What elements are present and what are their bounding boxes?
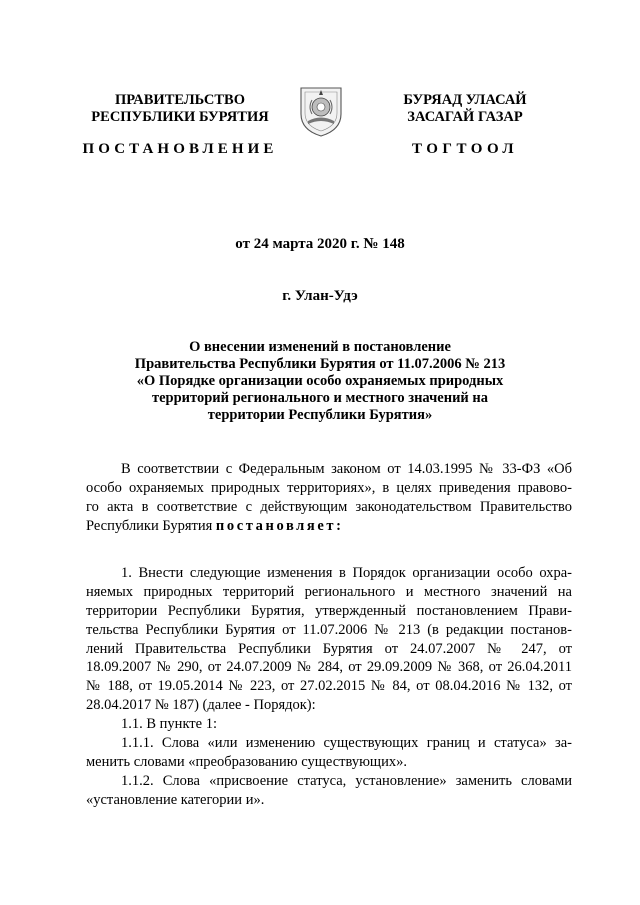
body-line-13: «установление категории и». bbox=[86, 791, 265, 808]
body-line-3: территории Республики Бурятия, утвержденный постановлением Прави- bbox=[86, 602, 572, 619]
government-name-russian bbox=[60, 92, 300, 126]
header-left-line-1: ПРАВИТЕЛЬСТВО bbox=[115, 92, 245, 108]
title-line-5: территории Республики Бурятия» bbox=[207, 407, 433, 423]
body-line-7: № 188, от 19.05.2014 № 223, от 27.02.2015 № 84, от 08.04.2016 № 132, от bbox=[86, 678, 572, 695]
body-line-6: 18.09.2007 № 290, от 24.07.2009 № 284, от 29.09.2009 № 368, от 26.04.2011 bbox=[86, 659, 572, 676]
title-line-1: О внесении изменений в постановление bbox=[189, 339, 451, 355]
preamble-line-1: В соответствии с Федеральным законом от 14.03.1995 № 33-ФЗ «Об bbox=[121, 461, 572, 477]
title-line-4: территорий регионального и местного значений на bbox=[151, 390, 489, 406]
body-line-9: 1.1. В пункте 1: bbox=[121, 716, 217, 733]
header-left-line-2: РЕСПУБЛИКИ БУРЯТИЯ bbox=[91, 109, 269, 125]
title-line-2: Правительства Республики Бурятия от 11.07.2006 № 213 bbox=[134, 356, 506, 372]
body-paragraphs bbox=[86, 564, 572, 810]
body-line-10: 1.1.1. Слова «или изменению существующих границ и статуса» за- bbox=[121, 735, 572, 752]
body-line-8: 28.04.2017 № 187) (далее - Порядок): bbox=[86, 697, 316, 714]
preamble-paragraph bbox=[86, 460, 572, 536]
preamble-last-prefix: Республики Бурятия bbox=[86, 517, 216, 534]
body-line-11: менить словами «преобразованию существующих». bbox=[86, 753, 407, 770]
preamble-line-3: го акта в соответствие с действующим законодательством Правительство bbox=[86, 498, 572, 515]
header-right-line-2: ЗАСАГАЙ ГАЗАР bbox=[407, 109, 523, 125]
preamble-line-4 bbox=[86, 517, 572, 536]
decree-title-buryat: ТОГТООЛ bbox=[411, 141, 519, 157]
header-right-line-1: БУРЯАД УЛАСАЙ bbox=[403, 92, 527, 108]
decree-date-number: от 24 марта 2020 г. № 148 bbox=[235, 236, 405, 252]
body-line-5: лений Правительства Республики Бурятия от 24.07.2007 № 247, от bbox=[86, 640, 572, 657]
body-line-1: 1. Внести следующие изменения в Порядок организации особо охра- bbox=[121, 565, 572, 581]
resolution-word: постановляет: bbox=[215, 517, 344, 534]
body-line-12: 1.1.2. Слова «присвоение статуса, установление» заменить словами bbox=[121, 772, 572, 789]
decree-title bbox=[100, 339, 540, 424]
coat-of-arms-icon bbox=[298, 80, 344, 138]
body-line-2: няемых природных территорий регионального и местного значений на bbox=[86, 583, 572, 600]
body-line-4: тельства Республики Бурятия от 11.07.2006 № 213 (в редакции постанов- bbox=[86, 621, 572, 638]
decree-city: г. Улан-Удэ bbox=[282, 288, 358, 304]
title-line-3: «О Порядке организации особо охраняемых природных bbox=[136, 373, 504, 389]
preamble-line-2: особо охраняемых природных территориях», в целях приведения правово- bbox=[86, 479, 572, 496]
government-name-buryat bbox=[345, 92, 585, 126]
decree-title-russian: ПОСТАНОВЛЕНИЕ bbox=[82, 141, 278, 157]
